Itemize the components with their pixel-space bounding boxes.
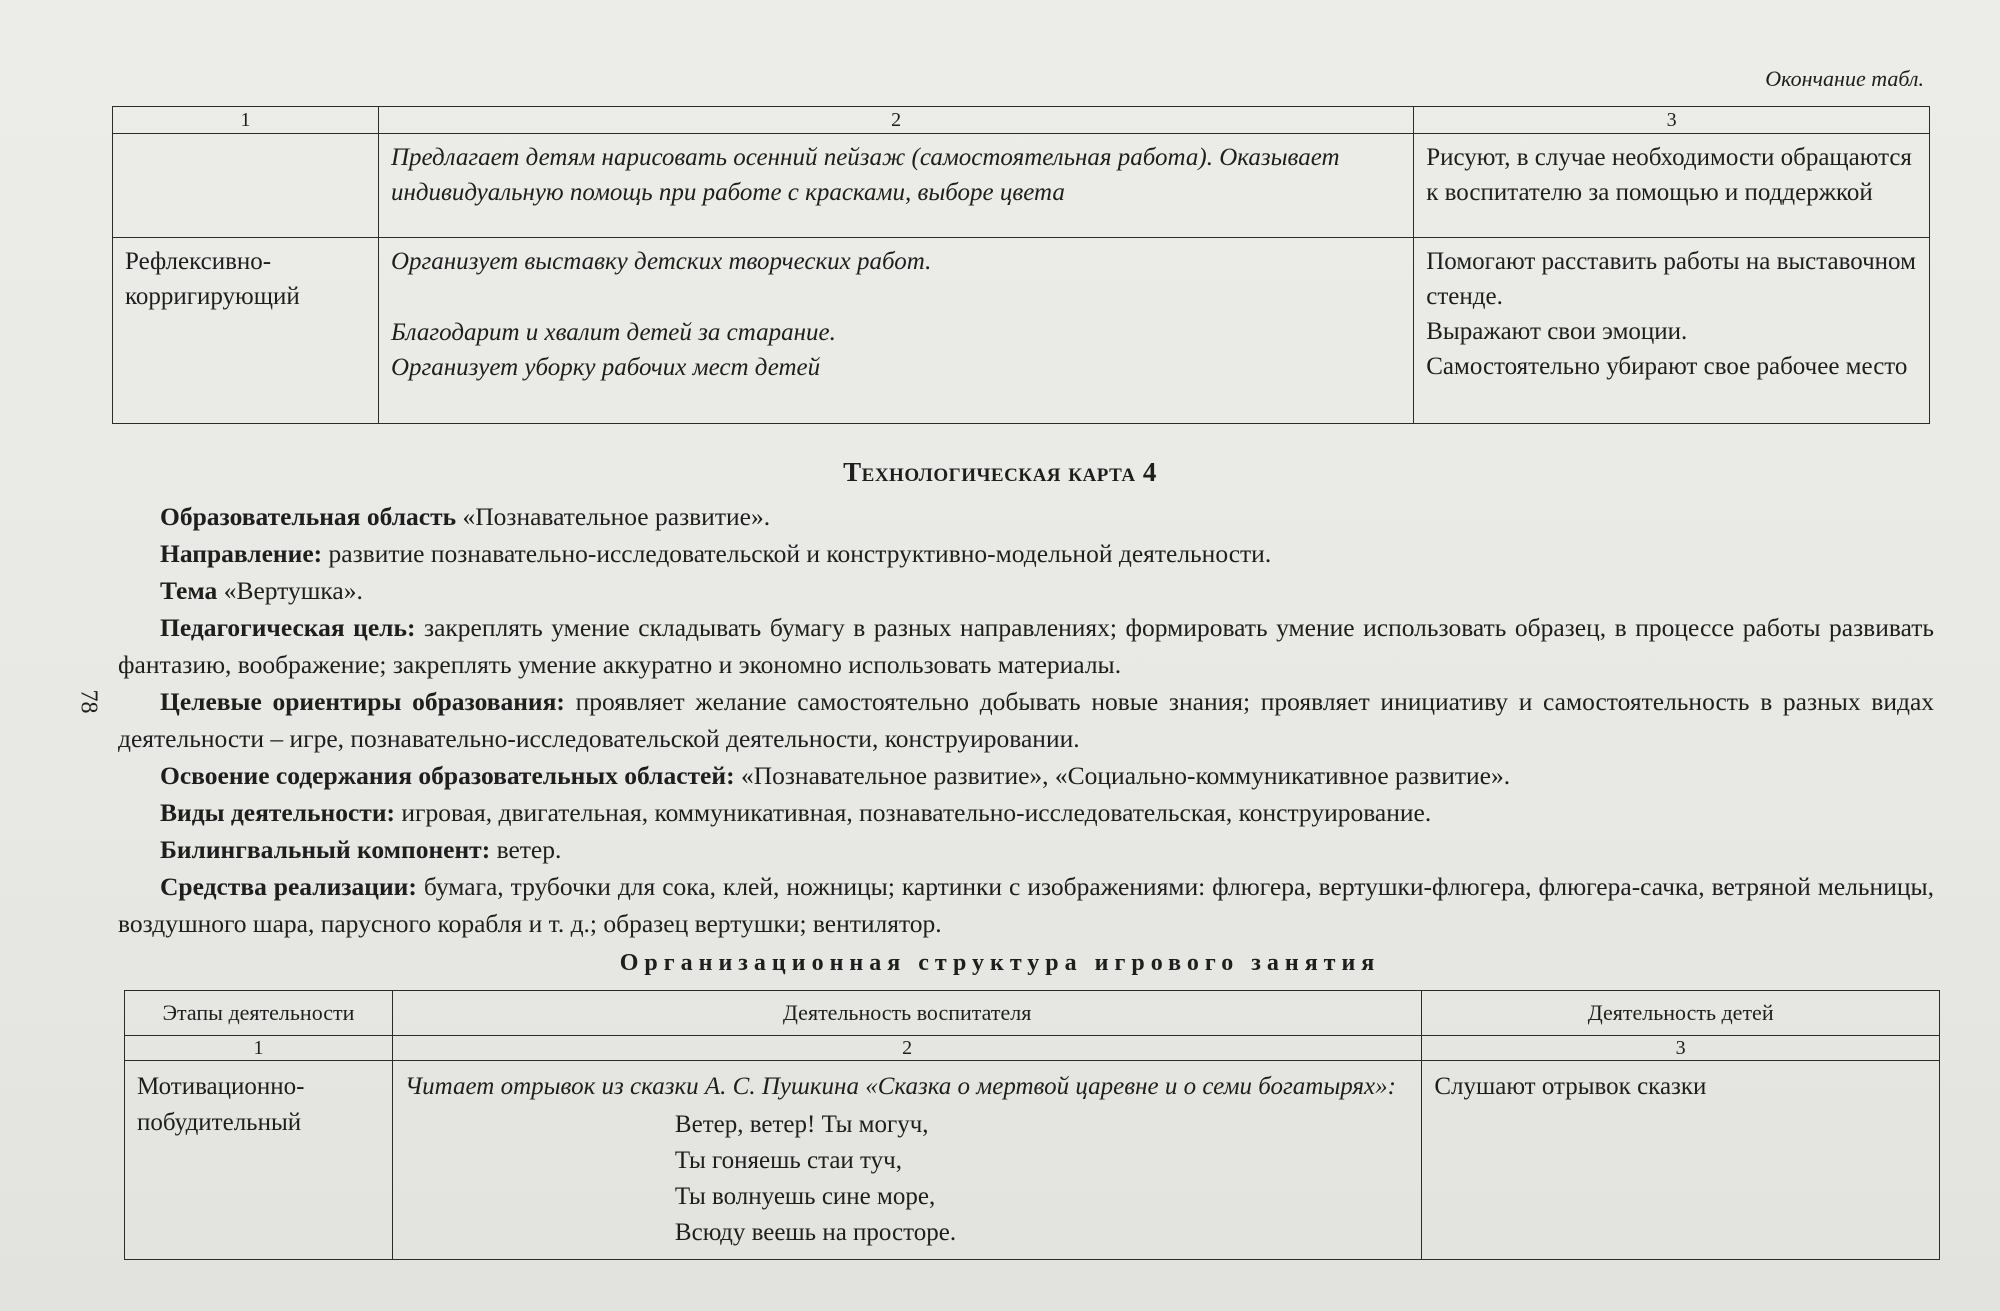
- continuation-note: Окончание табл.: [1765, 66, 1924, 91]
- poem: [405, 1107, 1409, 1251]
- structure-table: [124, 990, 1940, 1260]
- field-paragraph: [118, 535, 1934, 572]
- field-label: Педагогическая цель:: [160, 613, 416, 642]
- column-number: 1: [113, 107, 379, 134]
- field-paragraph: [118, 572, 1934, 609]
- structure-title: Организационная структура игрового занятия: [619, 950, 1381, 976]
- poem-line: Ветер, ветер! Ты могуч,: [674, 1111, 929, 1138]
- field-label: Целевые ориентиры образования:: [160, 687, 565, 716]
- top-table: [112, 106, 1930, 424]
- teacher-activity-cell: [392, 1061, 1421, 1260]
- field-value: игровая, двигательная, коммуникативная, познавательно-исследовательская, конструирование.: [401, 798, 1432, 827]
- field-paragraph: [118, 831, 1934, 868]
- stage-cell: Рефлексивно-корригирующий: [113, 238, 379, 424]
- field-value: ветер.: [496, 835, 562, 864]
- children-activity-cell: Рисуют, в случае необходимости обращаются к воспитателю за помощью и поддержкой: [1414, 134, 1930, 238]
- field-value: «Познавательное развитие», «Социально-коммуникативное развитие».: [740, 761, 1511, 790]
- field-value: «Вертушка».: [223, 576, 363, 605]
- teacher-intro: Читает отрывок из сказки А. С. Пушкина «Сказка о мертвой царевне и о семи богатырях»:: [404, 1073, 1396, 1100]
- field-label: Билингвальный компонент:: [160, 835, 491, 864]
- field-label: Тема: [160, 576, 218, 605]
- stage-cell: [113, 134, 379, 238]
- poem-line: Ты волнуешь сине море,: [674, 1183, 936, 1210]
- children-line: Самостоятельно убирают свое рабочее место: [1426, 353, 1908, 380]
- teacher-line: Организует уборку рабочих мест детей: [390, 354, 821, 381]
- column-header: Деятельность воспитателя: [392, 991, 1421, 1036]
- children-line: Помогают расставить работы на выставочном стенде.: [1426, 248, 1916, 310]
- field-paragraph: [118, 757, 1934, 794]
- teacher-activity-cell: Предлагает детям нарисовать осенний пейзаж (самостоятельная работа). Оказывает индивидуальную помощь при работе с красками, выборе цвета: [378, 134, 1413, 238]
- children-activity-cell: Слушают отрывок сказки: [1422, 1061, 1940, 1260]
- field-paragraph: [118, 794, 1934, 831]
- stage-cell: Мотивационно-побудительный: [125, 1061, 393, 1260]
- field-label: Направление:: [160, 539, 323, 568]
- table-row: [113, 134, 1930, 238]
- teacher-line: Организует выставку детских творческих работ.: [390, 248, 932, 275]
- field-value: бумага, трубочки для сока, клей, ножницы; картинки с изображениями: флюгера, вертушки-флюгера, флюгера-сачка, ветряной мельницы, воздушного шара, парусного корабля и т. д.; образец вертушки; вентилятор.: [118, 872, 1935, 938]
- teacher-line: Благодарит и хвалит детей за старание.: [390, 319, 836, 346]
- field-value: закреплять умение складывать бумагу в разных направлениях; формировать умение использовать образец, в процессе работы развивать фантазию, воображение; закреплять умение аккуратно и экономно использовать материалы.: [118, 613, 1934, 679]
- field-value: «Познавательное развитие».: [462, 502, 771, 531]
- table-row: [125, 1036, 1940, 1061]
- column-number: 3: [1422, 1036, 1940, 1061]
- poem-line: Ты гоняешь стаи туч,: [674, 1147, 902, 1174]
- table-row: [125, 1061, 1940, 1260]
- map-title: Технологическая карта 4: [843, 457, 1157, 487]
- field-label: Освоение содержания образовательных областей:: [160, 761, 735, 790]
- field-value: проявляет желание самостоятельно добывать новые знания; проявляет инициативу и самостоятельность в разных видах деятельности – игре, познавательно-исследовательской деятельности, конструировании.: [118, 687, 1935, 753]
- table-header-row: [125, 991, 1940, 1036]
- map-description: [118, 498, 1934, 942]
- field-label: Образовательная область: [160, 502, 457, 531]
- column-number: 1: [125, 1036, 393, 1061]
- poem-line: Всюду веешь на просторе.: [674, 1219, 957, 1246]
- field-value: развитие познавательно-исследовательской и конструктивно-модельной деятельности.: [328, 539, 1272, 568]
- column-number: 2: [378, 107, 1413, 134]
- field-label: Средства реализации:: [160, 872, 417, 901]
- column-number: 2: [392, 1036, 1421, 1061]
- table-row: [113, 238, 1930, 424]
- field-paragraph: [118, 609, 1934, 683]
- children-line: Выражают свои эмоции.: [1426, 318, 1688, 345]
- column-header: Этапы деятельности: [125, 991, 393, 1036]
- field-paragraph: [118, 868, 1934, 942]
- section-heading: [0, 457, 2000, 488]
- teacher-activity-cell: [378, 238, 1413, 424]
- field-label: Виды деятельности:: [160, 798, 396, 827]
- field-paragraph: [118, 683, 1934, 757]
- column-header: Деятельность детей: [1422, 991, 1940, 1036]
- field-paragraph: [118, 498, 1934, 535]
- children-activity-cell: [1414, 238, 1930, 424]
- column-number: 3: [1414, 107, 1930, 134]
- page-number: 78: [75, 689, 102, 714]
- table-row: [113, 107, 1930, 134]
